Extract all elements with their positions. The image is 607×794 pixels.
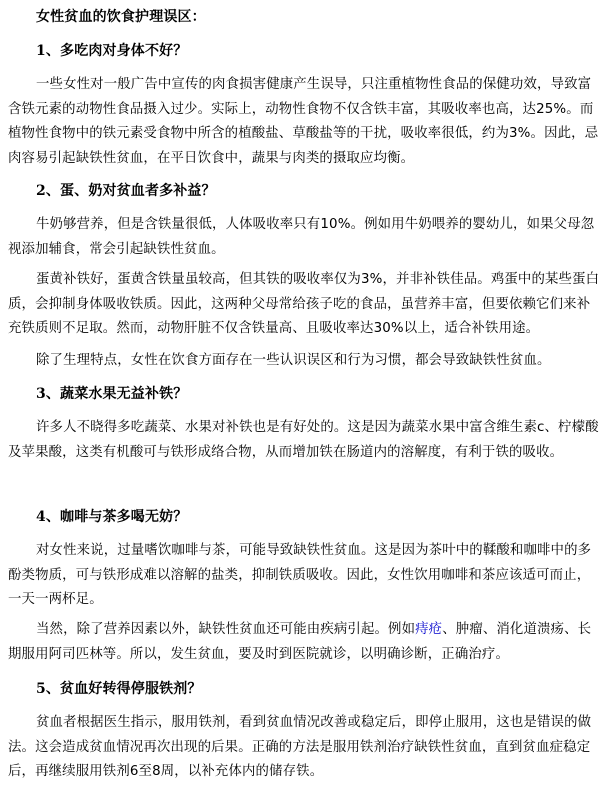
paragraph-text-after-link: 、肿瘤、消化道溃疡、长期服用阿司匹林等。所以，发生贫血，要及时到医院就诊，以明确诊断，正确治疗。 <box>8 622 592 662</box>
article-title: 女性贫血的饮食护理误区： <box>36 9 206 25</box>
section-4-paragraph-1: 对女性来说，过量嗜饮咖啡与茶，可能导致缺铁性贫血。这是因为茶叶中的鞣酸和咖啡中的多酚类物质，可与铁形成难以溶解的盐类，抑制铁质吸收。因此，女性饮用咖啡和茶应该适可而止，一天一两杯足。 <box>8 543 592 607</box>
section-2-paragraph-3: 除了生理特点，女性在饮食方面存在一些认识误区和行为习惯，都会导致缺铁性贫血。 <box>36 353 551 368</box>
section-5-paragraph: 贫血者根据医生指示，服用铁剂，看到贫血情况改善或稳定后，即停止服用，这也是错误的做法。这会造成贫血情况再次出现的后果。正确的方法是服用铁剂治疗缺铁性贫血，直到贫血症稳定后，再继续服用铁剂6至8周，以补充体内的储存铁。 <box>8 715 592 779</box>
section-4-heading: 4、咖啡与茶多喝无妨？ <box>36 509 188 525</box>
hemorrhoids-link[interactable]: 痔疮 <box>415 622 443 637</box>
section-2-heading: 2、蛋、奶对贫血者多补益？ <box>36 183 216 199</box>
section-1-paragraph: 一些女性对一般广告中宣传的肉食损害健康产生误导，只注重植物性食品的保健功效，导致富含铁元素的动物性食品摄入过少。实际上，动物性食物不仅含铁丰富，其吸收率也高，达25%。而植物性食物中的铁元素受食物中所含的植酸盐、草酸盐等的干扰，吸收率很低，约为3%。因此，忌肉容易引起缺铁性贫血，在平日饮食中，蔬果与肉类的摄取应均衡。 <box>8 77 599 166</box>
section-2-paragraph-1: 牛奶够营养，但是含铁量很低，人体吸收率只有10%。例如用牛奶喂养的婴幼儿，如果父母忽视添加辅食，常会引起缺铁性贫血。 <box>8 217 595 257</box>
section-3-heading: 3、蔬菜水果无益补铁？ <box>36 386 188 402</box>
section-3-paragraph: 许多人不晓得多吃蔬菜、水果对补铁也是有好处的。这是因为蔬菜水果中富含维生素c、柠檬酸及苹果酸，这类有机酸可与铁形成络合物，从而增加铁在肠道内的溶解度，有利于铁的吸收。 <box>8 420 599 460</box>
section-4-paragraph-2 <box>8 618 601 667</box>
section-1-heading: 1、多吃肉对身体不好？ <box>36 43 188 59</box>
section-2-paragraph-2: 蛋黄补铁好，蛋黄含铁量虽较高，但其铁的吸收率仅为3%，并非补铁佳品。鸡蛋中的某些蛋白质，会抑制身体吸收铁质。因此，这两种父母常给孩子吃的食品，虽营养丰富，但要依赖它们来补充铁质则不足取。然而，动物肝脏不仅含铁量高、且吸收率达30%以上，适合补铁用途。 <box>8 272 600 336</box>
section-5-heading: 5、贫血好转得停服铁剂？ <box>36 681 202 697</box>
paragraph-text-before-link: 当然，除了营养因素以外，缺铁性贫血还可能由疾病引起。例如 <box>36 622 416 637</box>
